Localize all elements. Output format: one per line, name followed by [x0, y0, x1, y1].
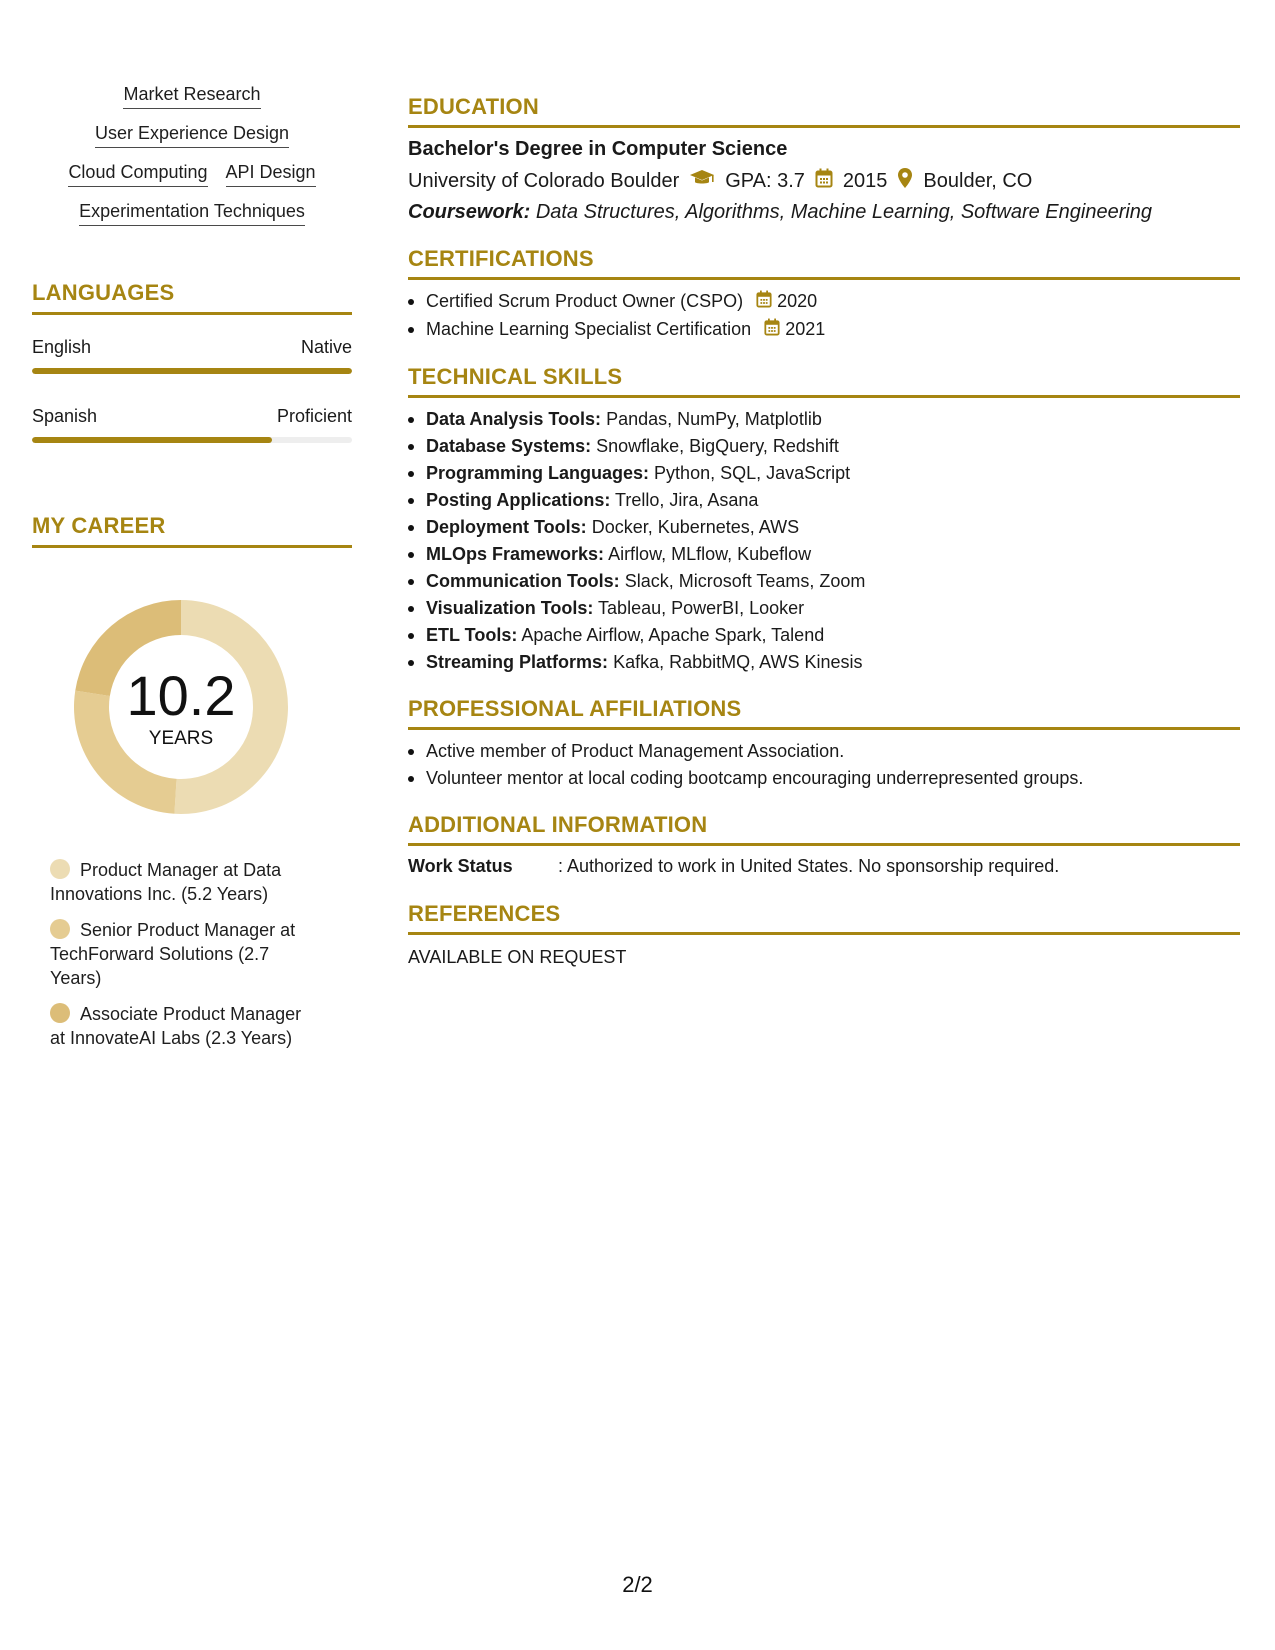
legend-item	[50, 1002, 320, 1050]
section-title: LANGUAGES	[32, 280, 175, 305]
skill-item	[408, 568, 1240, 595]
skill-tag: API Design	[226, 162, 316, 187]
skill-category: Communication Tools:	[426, 570, 620, 591]
section-divider	[408, 932, 1240, 935]
skill-category: Programming Languages:	[426, 462, 650, 483]
section-divider	[32, 312, 352, 315]
education-details	[408, 167, 1240, 195]
left-column	[32, 84, 352, 1062]
legend-label: Product Manager at Data Innovations Inc. (5.2 Years)	[50, 860, 282, 904]
legend-dot	[50, 1003, 70, 1023]
language-bar-fill	[32, 437, 272, 443]
skill-tag: Experimentation Techniques	[79, 201, 305, 226]
coursework	[408, 201, 1240, 224]
calendar-icon	[815, 168, 833, 194]
skills-list	[32, 84, 352, 226]
skill-values: Docker, Kubernetes, AWS	[591, 516, 800, 537]
school-name: University of Colorado Boulder	[408, 169, 680, 192]
section-divider	[408, 277, 1240, 280]
section-divider	[32, 545, 352, 548]
skill-values: Trello, Jira, Asana	[615, 489, 759, 510]
donut-center	[66, 592, 296, 822]
affiliation-item: Active member of Product Management Association.	[408, 738, 1240, 765]
education-section	[408, 94, 1240, 224]
certification-item	[408, 316, 1240, 344]
certifications-list	[408, 288, 1240, 344]
language-level: Proficient	[276, 406, 352, 426]
legend-item	[50, 858, 320, 906]
section-divider	[408, 395, 1240, 398]
right-column	[408, 94, 1240, 984]
certification-year: 2020	[777, 291, 818, 311]
skill-item	[408, 649, 1240, 676]
language-bar	[32, 368, 352, 374]
section-title: MY CAREER	[32, 513, 166, 538]
skill-values: Pandas, NumPy, Matplotlib	[606, 408, 822, 429]
affiliation-item: Volunteer mentor at local coding bootcamp encouraging underrepresented groups.	[408, 765, 1240, 792]
skill-values: Python, SQL, JavaScript	[654, 462, 851, 483]
legend-label: Senior Product Manager at TechForward Solutions (2.7 Years)	[50, 920, 296, 988]
info-label: Work Status	[408, 855, 513, 876]
certification-year: 2021	[785, 318, 826, 339]
skill-category: Streaming Platforms:	[426, 651, 609, 672]
language-name: Spanish	[32, 406, 98, 426]
language-bar	[32, 437, 352, 443]
page-number: 2/2	[622, 1572, 653, 1597]
skill-values: Tableau, PowerBI, Looker	[598, 597, 805, 618]
skill-category: Database Systems:	[426, 435, 592, 456]
languages-section	[32, 280, 352, 443]
skill-category: MLOps Frameworks:	[426, 543, 605, 564]
calendar-icon	[764, 317, 780, 344]
certification-name: Machine Learning Specialist Certification	[426, 318, 752, 339]
technical-skills-section	[408, 364, 1240, 676]
skill-item	[408, 406, 1240, 433]
career-legend	[50, 858, 320, 1050]
skill-item	[408, 487, 1240, 514]
section-title: PROFESSIONAL AFFILIATIONS	[408, 695, 742, 721]
affiliations-section	[408, 696, 1240, 792]
skill-category: Data Analysis Tools:	[426, 408, 602, 429]
section-title: TECHNICAL SKILLS	[408, 363, 623, 389]
coursework-list: Data Structures, Algorithms, Machine Learning, Software Engineering	[535, 201, 1153, 223]
skill-tag: Cloud Computing	[68, 162, 207, 187]
location-pin-icon	[897, 167, 913, 195]
skill-item	[408, 433, 1240, 460]
language-name: English	[32, 337, 92, 357]
skill-item	[408, 460, 1240, 487]
language-level: Native	[300, 337, 352, 357]
section-divider	[408, 125, 1240, 128]
certification-name: Certified Scrum Product Owner (CSPO)	[426, 291, 744, 311]
section-divider	[408, 727, 1240, 730]
legend-label: Associate Product Manager at InnovateAI Labs (2.3 Years)	[50, 1004, 302, 1048]
certifications-section	[408, 246, 1240, 344]
affiliations-list	[408, 738, 1240, 792]
skill-item	[408, 514, 1240, 541]
skill-item	[408, 622, 1240, 649]
section-title: EDUCATION	[408, 94, 539, 119]
skill-category: Visualization Tools:	[426, 597, 594, 618]
skill-category: Deployment Tools:	[426, 516, 587, 537]
additional-info-section	[408, 812, 1240, 877]
language-row	[32, 406, 352, 427]
degree-title: Bachelor's Degree in Computer Science	[408, 138, 788, 160]
career-section	[32, 513, 352, 1050]
section-title: CERTIFICATIONS	[408, 246, 594, 271]
graduation-year: 2015	[842, 169, 888, 192]
language-row	[32, 337, 352, 358]
info-value: : Authorized to work in United States. No sponsorship required.	[558, 855, 1060, 876]
skill-values: Slack, Microsoft Teams, Zoom	[624, 570, 866, 591]
career-total: 10.2	[126, 664, 236, 727]
info-row	[408, 856, 1240, 877]
references-section	[408, 901, 1240, 968]
legend-dot	[50, 919, 70, 939]
technical-skills-list	[408, 406, 1240, 676]
section-title: REFERENCES	[408, 900, 561, 926]
location: Boulder, CO	[923, 169, 1033, 192]
skill-item	[408, 595, 1240, 622]
legend-dot	[50, 859, 70, 879]
legend-item	[50, 918, 320, 990]
coursework-label: Coursework:	[408, 201, 531, 223]
skill-tag: Market Research	[123, 84, 260, 109]
skill-tag: User Experience Design	[95, 123, 289, 148]
skill-category: ETL Tools:	[426, 624, 518, 645]
language-bar-fill	[32, 368, 352, 374]
skill-category: Posting Applications:	[426, 489, 611, 510]
section-title: ADDITIONAL INFORMATION	[408, 811, 708, 837]
skill-values: Snowflake, BigQuery, Redshift	[596, 435, 839, 456]
graduation-cap-icon	[689, 169, 715, 193]
certification-item	[408, 288, 1240, 316]
section-divider	[408, 843, 1240, 846]
skill-values: Kafka, RabbitMQ, AWS Kinesis	[613, 651, 863, 672]
references-text: AVAILABLE ON REQUEST	[408, 946, 627, 967]
skill-item	[408, 541, 1240, 568]
career-donut-chart	[66, 592, 296, 822]
skill-values: Apache Airflow, Apache Spark, Talend	[521, 624, 825, 645]
skill-values: Airflow, MLflow, Kubeflow	[608, 543, 812, 564]
gpa: GPA: 3.7	[725, 169, 805, 192]
career-unit: YEARS	[148, 728, 214, 749]
calendar-icon	[756, 289, 772, 316]
